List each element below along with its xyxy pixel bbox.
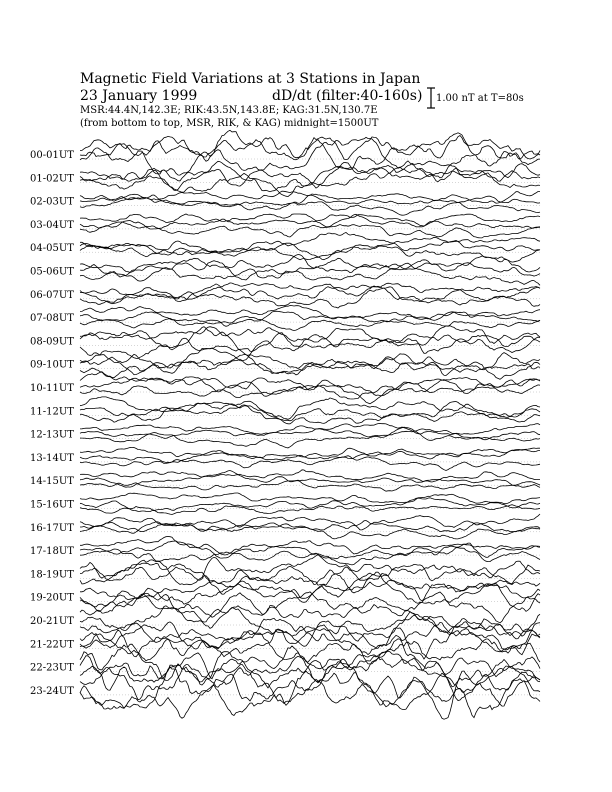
trace-msr — [80, 233, 540, 253]
trace-msr — [80, 448, 540, 458]
trace-rik — [80, 449, 540, 462]
trace-msr — [80, 424, 540, 435]
trace-rik — [80, 541, 540, 559]
row-label: 09-10UT — [30, 359, 74, 371]
station-coordinates: MSR:44.4N,142.3E; RIK:43.5N,143.8E; KAG:31.5N,130.7E — [80, 105, 378, 116]
chart-filter: dD/dt (filter:40-160s) — [272, 88, 423, 104]
scale-bar — [427, 88, 435, 108]
chart-title: Magnetic Field Variations at 3 Stations in Japan — [80, 71, 421, 87]
trace-rik — [80, 652, 540, 701]
trace-kag — [80, 522, 540, 539]
row-label: 23-24UT — [30, 685, 74, 697]
trace-rows — [30, 130, 540, 719]
trace-kag — [80, 505, 540, 515]
row-label: 07-08UT — [30, 313, 74, 325]
trace-rik — [80, 471, 540, 488]
trace-kag — [80, 630, 540, 662]
trace-msr — [80, 514, 540, 530]
row-label: 16-17UT — [30, 522, 74, 534]
row-label: 14-15UT — [30, 476, 74, 488]
trace-rik — [80, 240, 540, 259]
trace-kag — [80, 222, 540, 238]
trace-rik — [80, 261, 540, 281]
trace-kag — [80, 382, 540, 399]
row-label: 10-11UT — [30, 383, 74, 394]
row-label: 05-06UT — [30, 266, 74, 278]
row-label: 20-21UT — [30, 616, 74, 627]
row-label: 13-14UT — [30, 452, 74, 464]
trace-kag — [80, 563, 540, 594]
trace-kag — [80, 405, 540, 424]
trace-rik — [80, 327, 540, 356]
row-label: 02-03UT — [30, 196, 74, 208]
row-label: 21-22UT — [30, 639, 74, 651]
row-label: 11-12UT — [30, 406, 74, 418]
trace-kag — [80, 195, 540, 215]
trace-msr — [80, 214, 540, 226]
row-label: 01-02UT — [30, 173, 74, 185]
scale-bar-label: 1.00 nT at T=80s — [436, 93, 524, 104]
row-label: 08-09UT — [30, 336, 74, 348]
trace-msr — [80, 130, 540, 166]
row-label: 06-07UT — [30, 289, 74, 301]
trace-rik — [80, 310, 540, 327]
trace-order-note: (from bottom to top, MSR, RIK, & KAG) midnight=1500UT — [80, 118, 379, 129]
trace-msr — [80, 255, 540, 273]
row-label: 17-18UT — [30, 546, 74, 558]
row-label: 18-19UT — [30, 569, 74, 581]
trace-msr — [80, 622, 540, 661]
row-label: 22-23UT — [30, 662, 74, 674]
trace-kag — [80, 316, 540, 330]
trace-rik — [80, 161, 540, 196]
trace-msr — [80, 470, 540, 482]
trace-rik — [80, 378, 540, 404]
chart-date: 23 January 1999 — [80, 88, 198, 104]
row-label: 00-01UT — [30, 150, 74, 161]
trace-msr — [80, 595, 540, 635]
trace-msr — [80, 306, 540, 322]
row-label: 12-13UT — [30, 429, 74, 441]
trace-kag — [80, 137, 540, 177]
trace-msr — [80, 397, 540, 419]
trace-msr — [80, 493, 540, 504]
trace-msr — [80, 161, 540, 188]
row-label: 03-04UT — [30, 219, 74, 231]
row-label: 15-16UT — [30, 499, 74, 511]
row-label: 19-20UT — [30, 592, 74, 604]
trace-kag — [80, 672, 540, 718]
row-label: 04-05UT — [30, 243, 74, 255]
